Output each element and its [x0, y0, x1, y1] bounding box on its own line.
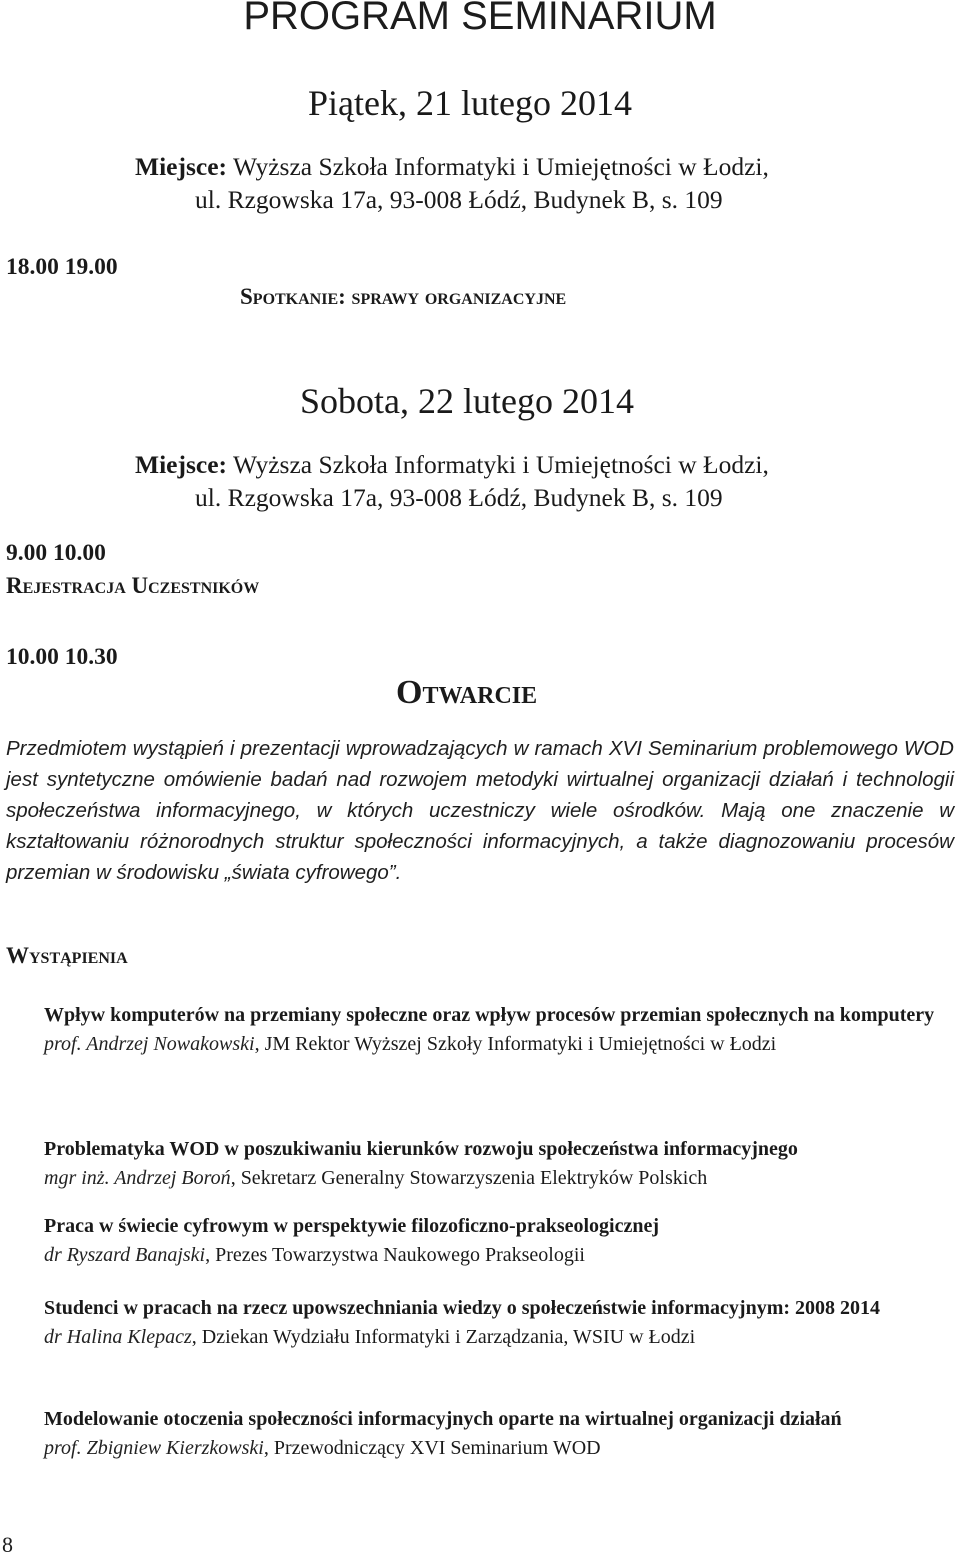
talk-item — [44, 1135, 952, 1193]
location-line1: Wyższa Szkoła Informatyki i Umiejętności w Łodzi, — [232, 152, 769, 181]
talk-speaker-role: , Dziekan Wydziału Informatyki i Zarządzania, WSIU w Łodzi — [191, 1326, 696, 1348]
day1-location-line2: ul. Rzgowska 17a, 93-008 Łódź, Budynek B, s. 109 — [195, 185, 723, 214]
talk-speaker-line — [44, 1241, 952, 1270]
location-label: Miejsce: — [135, 450, 228, 479]
opening-time: 10.00 10.30 — [6, 644, 118, 670]
day2-location — [135, 448, 769, 481]
registration-time: 9.00 10.00 — [6, 540, 106, 566]
page-title: PROGRAM SEMINARIUM — [243, 0, 717, 38]
talk-speaker-line — [44, 1323, 952, 1352]
talk-item — [44, 1212, 952, 1270]
talk-speaker-line — [44, 1030, 952, 1059]
talk-speaker-role: , JM Rektor Wyższej Szkoły Informatyki i Umiejętności w Łodzi — [254, 1033, 777, 1055]
talk-speaker-line — [44, 1434, 952, 1463]
location-label: Miejsce: — [135, 152, 228, 181]
talk-title: Studenci w pracach na rzecz upowszechniania wiedzy o społeczeństwie informacyjnym: 2008 2014 — [44, 1297, 881, 1319]
talk-speaker-role: , Prezes Towarzystwa Naukowego Prakseologii — [205, 1244, 585, 1266]
day1-session-title: Spotkanie: sprawy organizacyjne — [240, 284, 567, 309]
talk-title: Praca w świecie cyfrowym w perspektywie filozoficzno-prakseologicznej — [44, 1215, 660, 1237]
talk-title: Wpływ komputerów na przemiany społeczne oraz wpływ procesów przemian społecznych na komputery — [44, 1004, 935, 1026]
location-line1: Wyższa Szkoła Informatyki i Umiejętności w Łodzi, — [232, 450, 769, 479]
intro-paragraph: Przedmiotem wystąpień i prezentacji wprowadzających w ramach XVI Seminarium problemowego WOD jest syntetyczne omówienie badań nad rozwojem metodyki wirtualnej organizacji działań i technologii społeczeństwa informacyjnego, w których uczestniczy wiele ośrodków. Mają one znaczenie w kształtowaniu różnorodnych struktur społeczności informacyjnych, a także diagnozowaniu procesów przemian w środowisku „świata cyfrowego”. — [6, 737, 954, 884]
talk-speaker-line — [44, 1164, 952, 1193]
day1-time: 18.00 19.00 — [6, 254, 118, 280]
talks-heading: Wystąpienia — [6, 943, 128, 968]
opening-title: Otwarcie — [396, 674, 538, 711]
opening-description — [6, 733, 954, 888]
talk-item — [44, 1001, 952, 1059]
talk-speaker: mgr inż. Andrzej Boroń — [44, 1167, 231, 1189]
talk-speaker: dr Halina Klepacz — [44, 1326, 192, 1348]
talk-speaker: prof. Zbigniew Kierzkowski — [44, 1437, 264, 1459]
talk-speaker: dr Ryszard Banajski — [44, 1244, 206, 1266]
day2-location-line2: ul. Rzgowska 17a, 93-008 Łódź, Budynek B, s. 109 — [195, 483, 723, 512]
talk-speaker: prof. Andrzej Nowakowski — [44, 1033, 255, 1055]
talk-speaker-role: , Sekretarz Generalny Stowarzyszenia Elektryków Polskich — [230, 1167, 708, 1189]
page-number: 8 — [2, 1532, 13, 1557]
day1-location — [135, 150, 769, 183]
talk-item — [44, 1294, 952, 1352]
talk-speaker-role: , Przewodniczący XVI Seminarium WOD — [263, 1437, 601, 1459]
registration-title: Rejestracja Uczestników — [6, 573, 260, 598]
day2-date-heading: Sobota, 22 lutego 2014 — [300, 381, 634, 421]
talk-title: Problematyka WOD w poszukiwaniu kierunków rozwoju społeczeństwa informacyjnego — [44, 1138, 798, 1160]
day1-date-heading: Piątek, 21 lutego 2014 — [308, 83, 632, 123]
talk-item — [44, 1405, 952, 1463]
talk-title: Modelowanie otoczenia społeczności informacyjnych oparte na wirtualnej organizacji działań — [44, 1408, 842, 1430]
